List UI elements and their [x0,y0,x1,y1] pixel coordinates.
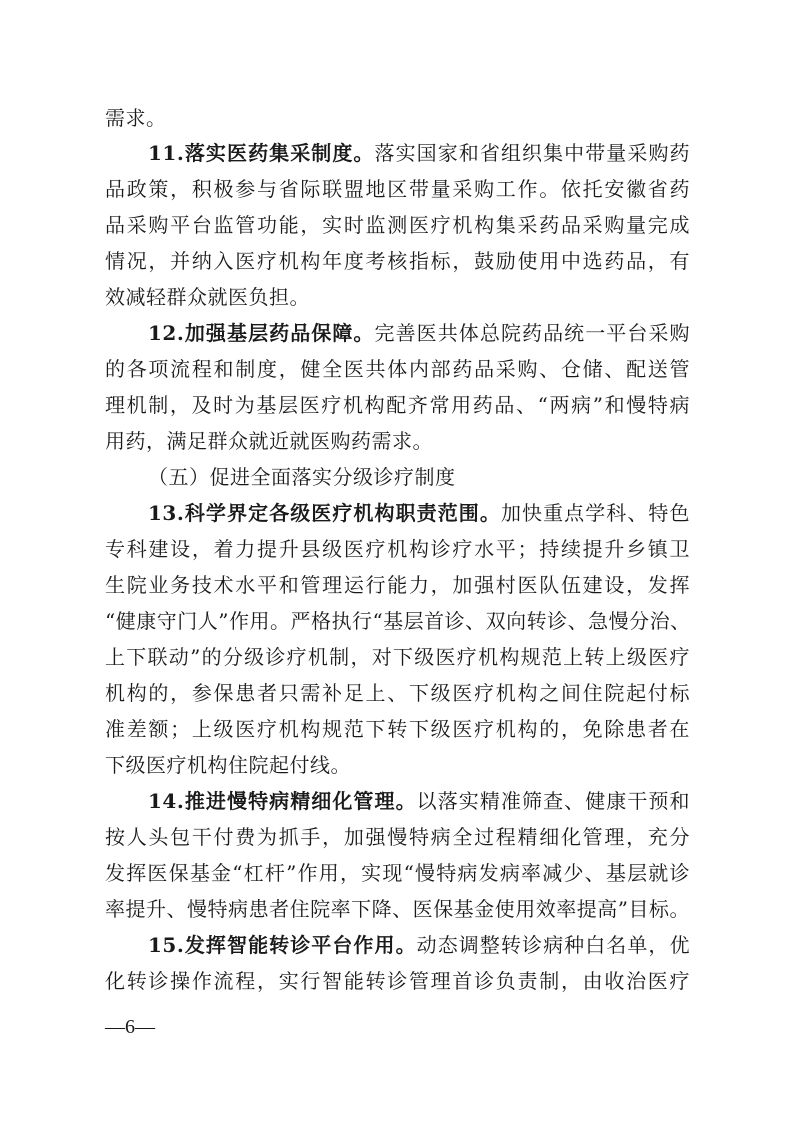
text-line [105,604,690,638]
text-line [105,820,690,854]
text-line [105,172,690,206]
body-text: 理机制，及时为基层医疗机构配齐常用药品、“两病”和慢特病 [105,393,690,417]
heading-text: 12.加强基层药品保障。 [148,321,375,345]
text-line [105,964,690,998]
heading-text: 15.发挥智能转诊平台作用。 [148,933,417,957]
text-line [105,748,690,782]
body-text: 加快重点学科、特色 [500,501,691,525]
body-text: 动态调整转诊病种白名单，优 [416,933,691,957]
body-text: 上下联动”的分级诊疗机制，对下级医疗机构规范上转上级医疗 [105,645,690,669]
text-line [105,892,690,926]
text-line [105,532,690,566]
text-line [148,928,690,962]
text-line [105,352,690,386]
text-line [105,676,690,710]
body-text: 率提升、慢特病患者住院率下降、医保基金使用效率提高”目标。 [105,897,690,921]
body-text: 机构的，参保患者只需补足上、下级医疗机构之间住院起付标 [105,681,690,705]
body-text: 的各项流程和制度，健全医共体内部药品采购、仓储、配送管 [105,357,690,381]
body-text: 准差额；上级医疗机构规范下转下级医疗机构的，免除患者在 [105,717,690,741]
text-line [105,424,690,458]
text-line [148,136,690,170]
text-line [105,101,690,135]
page-number: —6— [105,1016,155,1038]
text-line [148,784,690,818]
text-line [105,568,690,602]
body-text: 完善医共体总院药品统一平台采购 [374,321,691,345]
text-line [105,208,690,242]
body-text: 需求。 [105,106,167,130]
body-text: 以落实精准筛查、健康干预和 [416,789,691,813]
body-text: 下级医疗机构住院起付线。 [105,753,351,777]
text-line [148,316,690,350]
body-text: 品采购平台监管功能，实时监测医疗机构集采药品采购量完成 [105,213,690,237]
text-line [148,496,690,530]
body-text: 情况，并纳入医疗机构年度考核指标，鼓励使用中选药品，有 [105,249,690,273]
heading-text: 11.落实医药集采制度。 [148,141,375,165]
text-line [105,244,690,278]
body-text: 效减轻群众就医负担。 [105,285,310,309]
body-text: 落实国家和省组织集中带量采购药 [374,141,691,165]
text-line [105,280,690,314]
body-text: 发挥医保基金“杠杆”作用，实现“慢特病发病率减少、基层就诊 [105,861,690,885]
text-line [105,856,690,890]
text-line [105,388,690,422]
body-text: “健康守门人”作用。严格执行“基层首诊、双向转诊、急慢分治、 [105,609,691,633]
body-text: 专科建设，着力提升县级医疗机构诊疗水平；持续提升乡镇卫 [105,537,690,561]
heading-text: 13.科学界定各级医疗机构职责范围。 [148,501,501,525]
section-heading [148,460,690,494]
text-line [105,712,690,746]
body-text: （五）促进全面落实分级诊疗制度 [148,465,456,489]
body-text: 品政策，积极参与省际联盟地区带量采购工作。依托安徽省药 [105,177,690,201]
text-line [105,640,690,674]
body-text: 生院业务技术水平和管理运行能力，加强村医队伍建设，发挥 [105,573,690,597]
heading-text: 14.推进慢特病精细化管理。 [148,789,417,813]
body-text: 化转诊操作流程，实行智能转诊管理首诊负责制，由收治医疗 [105,969,690,993]
body-text: 用药，满足群众就近就医购药需求。 [105,429,433,453]
body-text: 按人头包干付费为抓手，加强慢特病全过程精细化管理，充分 [105,825,690,849]
